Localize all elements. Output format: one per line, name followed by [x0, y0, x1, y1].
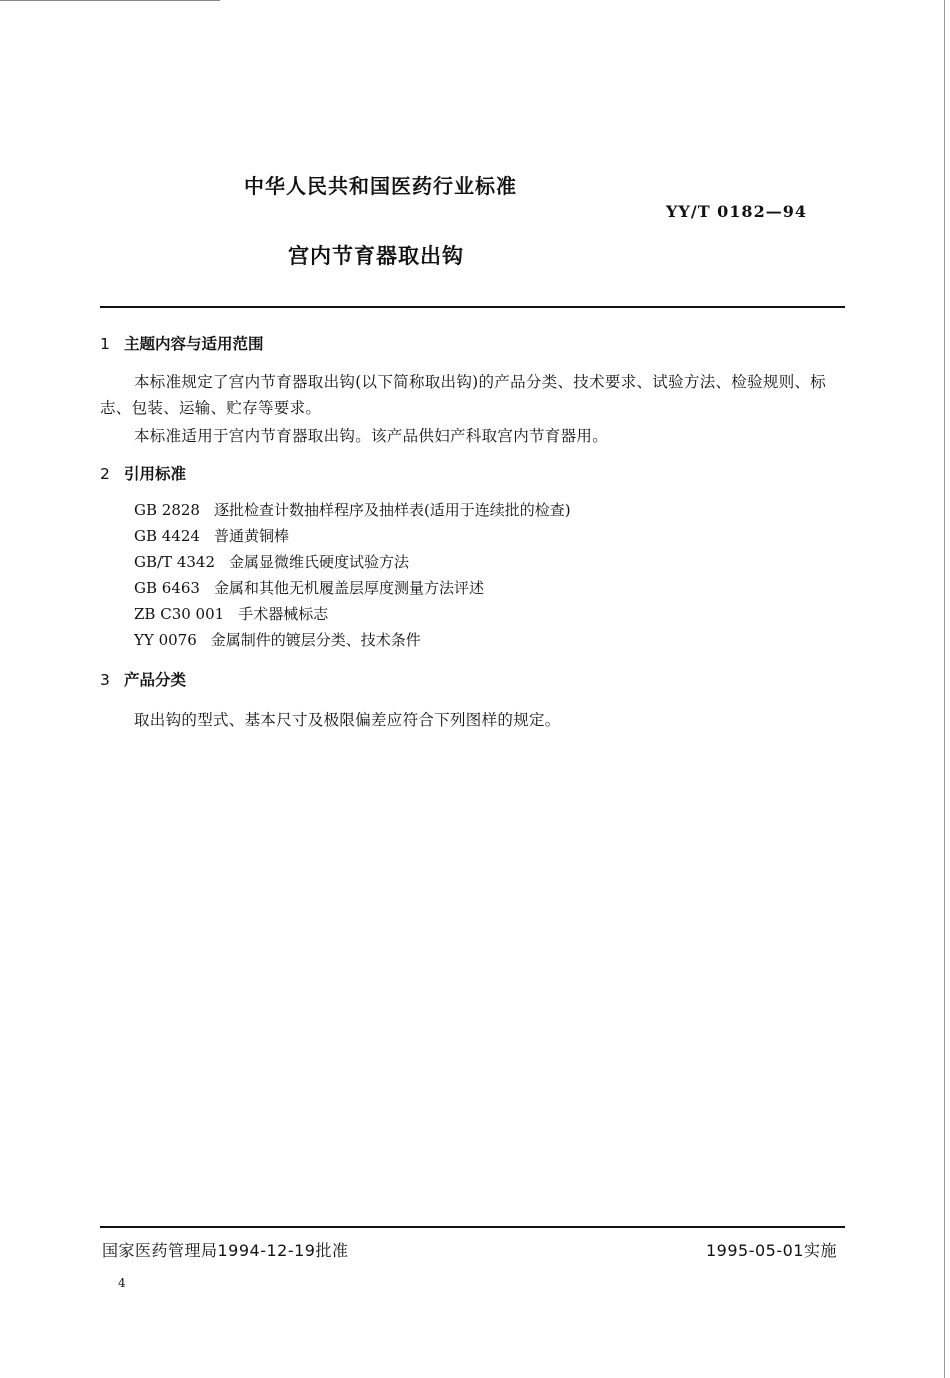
- reference-code: GB 2828: [134, 501, 200, 519]
- section-1-paragraph-2: 本标准适用于宫内节育器取出钩。该产品供妇产科取宫内节育器用。: [134, 427, 609, 445]
- reference-code: ZB C30 001: [134, 605, 225, 623]
- section-1-paragraph-1-line-1: 本标准规定了宫内节育器取出钩(以下简称取出钩)的产品分类、技术要求、试验方法、检验规则、标: [134, 373, 827, 391]
- footer-rule: [100, 1226, 845, 1228]
- reference-title: 金属制件的镀层分类、技术条件: [210, 631, 421, 649]
- approval-statement: 国家医药管理局1994-12-19批准: [102, 1241, 349, 1260]
- reference-code: GB 6463: [134, 579, 200, 597]
- section-title: 引用标准: [124, 465, 187, 483]
- reference-title: 金属显微维氏硬度试验方法: [229, 553, 410, 571]
- header-rule: [100, 306, 845, 308]
- standard-code: YY/T 0182—94: [666, 202, 807, 221]
- reference-row: [134, 577, 484, 598]
- scan-edge-top: [0, 0, 220, 1]
- effective-date: 1995-05-01实施: [706, 1241, 837, 1260]
- section-2-heading: [100, 462, 186, 484]
- issuer-title: 中华人民共和国医药行业标准: [244, 174, 517, 198]
- reference-code: YY 0076: [134, 631, 197, 649]
- section-3-paragraph: 取出钩的型式、基本尺寸及极限偏差应符合下列图样的规定。: [134, 711, 561, 729]
- page-number: 4: [118, 1276, 126, 1290]
- reference-title: 金属和其他无机履盖层厚度测量方法评述: [213, 579, 484, 597]
- section-number: 3: [100, 671, 110, 689]
- reference-code: GB/T 4342: [134, 553, 216, 571]
- reference-row: [134, 525, 289, 546]
- reference-title: 手术器械标志: [238, 605, 329, 623]
- section-title: 产品分类: [124, 671, 187, 689]
- section-title: 主题内容与适用范围: [124, 335, 264, 353]
- document-title: 宫内节育器取出钩: [288, 244, 464, 268]
- section-number: 2: [100, 465, 110, 483]
- reference-row: [134, 629, 421, 650]
- reference-code: GB 4424: [134, 527, 200, 545]
- section-number: 1: [100, 335, 110, 353]
- reference-row: [134, 603, 328, 624]
- section-1-paragraph-1-line-2: 志、包装、运输、贮存等要求。: [100, 399, 322, 417]
- reference-row: [134, 551, 409, 572]
- reference-title: 逐批检查计数抽样程序及抽样表(适用于连续批的检查): [213, 501, 571, 519]
- reference-title: 普通黄铜棒: [213, 527, 289, 545]
- reference-row: [134, 499, 571, 520]
- scan-edge-right: [944, 0, 945, 1378]
- section-1-heading: [100, 332, 264, 354]
- section-3-heading: [100, 668, 186, 690]
